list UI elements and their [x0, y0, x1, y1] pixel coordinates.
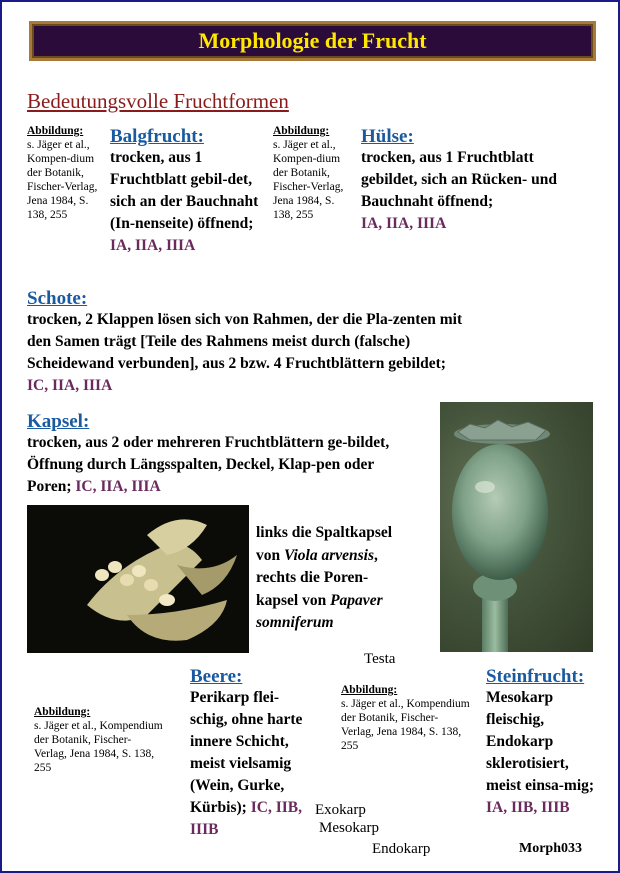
steinfrucht-heading: Steinfrucht: [486, 666, 585, 687]
balgfrucht-heading: Balgfrucht: [110, 126, 204, 147]
label-exokarp: Exokarp [315, 802, 366, 818]
kapsel-text: trocken, aus 2 oder mehreren Fruchtblättern ge-bildet, Öffnung durch Längsspalten, Deckel, Klap-pen oder Poren; IC, IIA, IIIA [27, 434, 390, 495]
title-banner [29, 21, 596, 61]
beere-classes: IC, IIB, IIIB [190, 799, 302, 838]
section-title: Bedeutungsvolle Fruchtformen [27, 89, 289, 113]
schote-text: trocken, 2 Klappen lösen sich von Rahmen, der die Pla-zenten mit den Samen trägt [Teile des Rahmens meist durch (falsche) Scheidewand verbunden], aus 2 bzw. 4 Fruchtblättern gebildet; IC, IIA, IIIA [27, 311, 463, 394]
schote-classes: IC, IIA, IIIA [27, 377, 113, 394]
label-testa: Testa [364, 651, 396, 667]
schote-heading: Schote: [27, 288, 88, 309]
viola-capsule-photo [27, 505, 249, 653]
beere-text: Perikarp flei-schig, ohne harte innere Schicht, meist vielsamig (Wein, Gurke, Kürbis); IC, IIB, IIIB [190, 689, 303, 838]
kapsel-heading: Kapsel: [27, 411, 90, 432]
poppy-capsule-image [440, 402, 593, 652]
kapsel-caption: links die Spaltkapsel von Viola arvensis, rechts die Poren- kapsel von Papaver somniferum [256, 524, 393, 631]
label-mesokarp: Mesokarp [319, 820, 379, 836]
page-title: Morphologie der Frucht [198, 28, 427, 53]
label-endokarp: Endokarp [372, 841, 431, 857]
citation-balgfrucht: Abbildung: s. Jäger et al., Kompen-dium der Botanik, Fischer-Verlag, Jena 1984, S. 138, 255 [27, 125, 98, 221]
page-code: Morph033 [519, 841, 582, 856]
huelse-classes: IA, IIA, IIIA [361, 215, 447, 232]
huelse-heading: Hülse: [361, 126, 414, 147]
beere-heading: Beere: [190, 666, 243, 687]
kapsel-classes: IC, IIA, IIIA [75, 478, 161, 495]
balgfrucht-text: trocken, aus 1 Fruchtblatt gebil-det, sich an der Bauchnaht (In-nenseite) öffnend; IA, IIA, IIIA [110, 149, 259, 254]
huelse-text: trocken, aus 1 Fruchtblatt gebildet, sich an Rücken- und Bauchnaht öffnend; IA, IIA, IIIA [361, 149, 557, 232]
citation-beere: Abbildung: s. Jäger et al., Kompendium der Botanik, Fischer-Verlag, Jena 1984, S. 138, 255 [34, 706, 163, 774]
steinfrucht-text: Mesokarp fleischig, Endokarp sklerotisiert, meist einsa-mig; IA, IIB, IIIB [486, 689, 595, 816]
poppy-capsule-photo [440, 402, 593, 652]
steinfrucht-classes: IA, IIB, IIIB [486, 799, 570, 816]
citation-steinfrucht: Abbildung: s. Jäger et al., Kompendium der Botanik, Fischer-Verlag, Jena 1984, S. 138, 255 [341, 684, 470, 752]
balgfrucht-classes: IA, IIA, IIIA [110, 237, 196, 254]
viola-capsule-image [27, 505, 249, 653]
citation-huelse: Abbildung: s. Jäger et al., Kompen-dium der Botanik, Fischer-Verlag, Jena 1984, S. 138, 255 [273, 125, 344, 221]
